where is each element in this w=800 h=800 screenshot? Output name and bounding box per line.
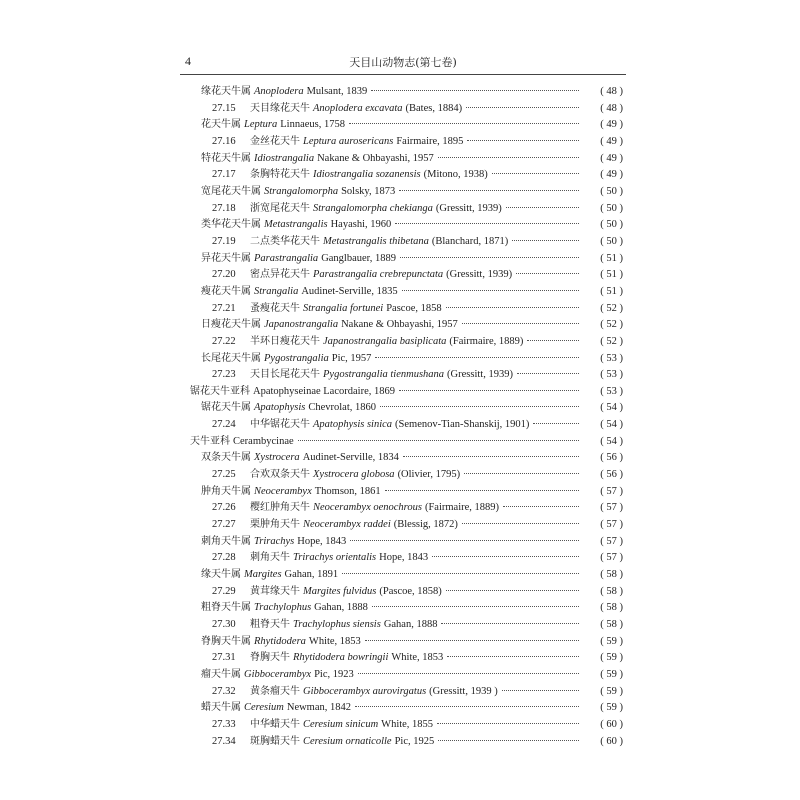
page-ref: ( 58 ) <box>600 602 623 614</box>
dot-leader <box>371 90 579 91</box>
latin-name: Neocerambyx <box>254 485 312 497</box>
dot-leader <box>466 107 579 108</box>
chinese-name: 密点异花天牛 <box>250 269 310 281</box>
author: (Fairmaire, 1889) <box>424 502 500 514</box>
dot-leader <box>527 340 579 341</box>
toc-genus-entry[interactable] <box>180 282 623 299</box>
latin-name: Xystrocera <box>254 452 300 464</box>
chinese-name: 花天牛属 <box>201 119 241 131</box>
page-ref: ( 60 ) <box>600 735 623 747</box>
toc-species-entry[interactable] <box>180 648 623 665</box>
chinese-name: 缘花天牛属 <box>201 86 251 97</box>
author: Hope, 1843 <box>379 552 429 564</box>
page-ref: ( 51 ) <box>600 285 623 297</box>
toc-genus-entry[interactable] <box>180 215 623 232</box>
page-ref: ( 50 ) <box>600 185 623 197</box>
chinese-name: 缘天牛属 <box>201 569 241 581</box>
author: Pascoe, 1858 <box>386 302 442 314</box>
entry-number: 27.19 <box>212 235 236 247</box>
chinese-name: 粗脊天牛属 <box>201 602 251 614</box>
author: Linnaeus, 1758 <box>280 119 346 131</box>
author: (Gressitt, 1939) <box>446 269 513 281</box>
author: Audinet-Serville, 1834 <box>302 452 399 464</box>
chinese-name: 脊胸天牛 <box>250 652 290 664</box>
author: (Fairmaire, 1889) <box>449 335 524 347</box>
toc-species-entry[interactable] <box>180 615 623 632</box>
running-header <box>180 52 626 72</box>
toc-genus-entry[interactable] <box>180 665 623 682</box>
toc-species-entry[interactable] <box>180 299 623 316</box>
page-ref: ( 53 ) <box>600 352 623 364</box>
chinese-name: 类华花天牛属 <box>201 219 261 231</box>
dot-leader <box>380 406 579 407</box>
dot-leader <box>350 540 579 541</box>
entry-number: 27.29 <box>212 585 236 597</box>
page-ref: ( 52 ) <box>600 319 623 331</box>
latin-name: Ceresium <box>244 702 284 714</box>
toc-species-entry[interactable] <box>180 498 623 515</box>
page-ref: ( 52 ) <box>600 335 623 347</box>
author: Apatophyseinae Lacordaire, 1869 <box>253 385 395 397</box>
latin-name: Ceresium sinicum <box>303 718 379 730</box>
toc-species-entry[interactable] <box>180 365 623 382</box>
chinese-name: 瘤天牛属 <box>201 668 241 680</box>
toc-genus-entry[interactable] <box>180 115 623 132</box>
toc-genus-entry[interactable] <box>180 249 623 266</box>
chinese-name: 二点类华花天牛 <box>250 235 320 247</box>
entry-number: 27.22 <box>212 335 236 347</box>
chinese-name: 长尾花天牛属 <box>201 352 261 364</box>
toc-species-entry[interactable] <box>180 415 623 432</box>
chinese-name: 异花天牛属 <box>201 252 251 264</box>
dot-leader <box>462 323 579 324</box>
dot-leader <box>349 123 579 124</box>
page-ref: ( 54 ) <box>600 419 623 431</box>
page-ref: ( 53 ) <box>600 369 623 381</box>
author: White, 1853 <box>391 652 444 664</box>
author: (Blanchard, 1871) <box>431 235 509 247</box>
entry-number: 27.20 <box>212 269 236 281</box>
page-ref: ( 58 ) <box>600 619 623 630</box>
latin-name: Gibbocerambyx <box>244 668 312 680</box>
chinese-name: 双条天牛属 <box>201 452 251 464</box>
toc-genus-entry[interactable] <box>180 598 623 615</box>
page-ref: ( 49 ) <box>600 119 623 131</box>
author: Thomson, 1861 <box>314 485 381 497</box>
entry-number: 27.34 <box>212 735 236 747</box>
latin-name: Margites fulvidus <box>303 585 377 597</box>
toc-genus-entry[interactable] <box>180 315 623 332</box>
toc-species-entry[interactable] <box>180 682 623 699</box>
page-ref: ( 49 ) <box>600 135 623 147</box>
toc-species-entry[interactable] <box>180 132 623 149</box>
author: (Gressitt, 1939) <box>447 369 513 381</box>
author: Chevrolat, 1860 <box>308 402 376 414</box>
chinese-name: 刺角天牛属 <box>201 535 251 547</box>
latin-name: Leptura aurosericans <box>303 135 394 147</box>
dot-leader <box>372 606 579 607</box>
page-ref: ( 51 ) <box>600 269 623 281</box>
page-ref: ( 52 ) <box>600 302 623 314</box>
chinese-name: 蚤瘦花天牛 <box>250 302 300 314</box>
toc-genus-entry[interactable] <box>180 398 623 415</box>
dot-leader <box>399 390 579 391</box>
author: Hope, 1843 <box>297 535 347 547</box>
entry-number: 27.27 <box>212 519 236 531</box>
latin-name: Strangalomorpha <box>264 185 339 197</box>
toc-species-entry[interactable] <box>180 515 623 532</box>
chinese-name: 天目缘花天牛 <box>250 102 310 114</box>
latin-name: Trirachys <box>254 535 295 547</box>
dot-leader <box>467 140 579 141</box>
entry-number: 27.24 <box>212 419 236 431</box>
latin-name: Trachylophus siensis <box>293 619 381 630</box>
dot-leader <box>358 673 579 674</box>
author: Solsky, 1873 <box>341 185 396 197</box>
chinese-name: 中华锯花天牛 <box>250 419 310 431</box>
latin-name: Japanostrangalia basiplicata <box>323 335 447 347</box>
page-ref: ( 50 ) <box>600 202 623 214</box>
latin-name: Neocerambyx raddei <box>303 519 391 531</box>
entry-number: 27.25 <box>212 469 236 481</box>
author: (Gressitt, 1939 ) <box>429 685 498 697</box>
toc-genus-entry[interactable] <box>180 349 623 366</box>
page-ref: ( 49 ) <box>600 152 623 164</box>
entry-number: 27.18 <box>212 202 236 214</box>
author: (Semenov-Tian-Shanskij, 1901) <box>395 419 530 431</box>
toc-genus-entry[interactable] <box>180 632 623 649</box>
toc-genus-entry[interactable] <box>180 82 623 99</box>
toc-species-entry[interactable] <box>180 232 623 249</box>
chinese-name: 黄条瘤天牛 <box>250 685 300 697</box>
dot-leader <box>503 506 579 507</box>
page-ref: ( 59 ) <box>600 652 623 664</box>
chinese-name: 脊胸天牛属 <box>201 635 251 647</box>
chinese-name: 半环日瘦花天牛 <box>250 335 320 347</box>
dot-leader <box>464 473 579 474</box>
dot-leader <box>375 357 579 358</box>
entry-number: 27.16 <box>212 135 236 147</box>
author: Nakane & Ohbayashi, 1957 <box>317 152 434 164</box>
page-ref: ( 57 ) <box>600 502 623 514</box>
toc-genus-entry[interactable] <box>180 448 623 465</box>
chinese-name: 天牛亚科 <box>190 435 230 447</box>
chinese-name: 日瘦花天牛属 <box>201 319 261 331</box>
entry-number: 27.26 <box>212 502 236 514</box>
latin-name: Strangalomorpha chekianga <box>313 202 433 214</box>
toc-genus-entry[interactable] <box>180 532 623 549</box>
page-ref: ( 58 ) <box>600 569 623 581</box>
entry-number: 27.31 <box>212 652 236 664</box>
dot-leader <box>438 157 579 158</box>
author: (Blessig, 1872) <box>393 519 458 531</box>
page-ref: ( 48 ) <box>600 102 623 114</box>
page-ref: ( 58 ) <box>600 585 623 597</box>
chinese-name: 黄茸缘天牛 <box>250 585 300 597</box>
page-ref: ( 57 ) <box>600 535 623 547</box>
toc-genus-entry[interactable] <box>180 182 623 199</box>
dot-leader <box>385 490 579 491</box>
chinese-name: 合欢双条天牛 <box>250 469 310 481</box>
author: (Pascoe, 1858) <box>379 585 442 597</box>
chinese-name: 条胸特花天牛 <box>250 169 310 181</box>
toc-species-entry[interactable] <box>180 732 623 749</box>
author: (Bates, 1884) <box>405 102 463 114</box>
chinese-name: 粗脊天牛 <box>250 619 290 630</box>
page-ref: ( 50 ) <box>600 219 623 231</box>
latin-name: Trachylophus <box>254 602 312 614</box>
author: Pic, 1923 <box>314 668 354 680</box>
dot-leader <box>492 173 579 174</box>
entry-number: 27.15 <box>212 102 236 114</box>
author: Hayashi, 1960 <box>330 219 392 231</box>
toc-genus-entry[interactable] <box>180 698 623 715</box>
dot-leader <box>447 656 579 657</box>
chinese-name: 浙宽尾花天牛 <box>250 202 310 214</box>
dot-leader <box>395 223 579 224</box>
author: Gahan, 1888 <box>314 602 368 614</box>
latin-name: Gibbocerambyx aurovirgatus <box>303 685 427 697</box>
latin-name: Apatophysis sinica <box>313 419 393 431</box>
chinese-name: 斑胸蜡天牛 <box>250 735 300 747</box>
entry-number: 27.17 <box>212 169 236 181</box>
chinese-name: 宽尾花天牛属 <box>201 185 261 197</box>
page-ref: ( 54 ) <box>600 402 623 414</box>
author: Mulsant, 1839 <box>306 86 368 97</box>
author: Nakane & Ohbayashi, 1957 <box>341 319 458 331</box>
chinese-name: 特花天牛属 <box>201 152 251 164</box>
header-rule <box>180 74 626 75</box>
dot-leader <box>403 456 579 457</box>
dot-leader <box>441 623 579 624</box>
toc-species-entry[interactable] <box>180 265 623 282</box>
toc-species-entry[interactable] <box>180 99 623 116</box>
author: Newman, 1842 <box>286 702 352 714</box>
page-ref: ( 57 ) <box>600 519 623 531</box>
entry-number: 27.32 <box>212 685 236 697</box>
toc-species-entry[interactable] <box>180 165 623 182</box>
dot-leader <box>432 556 579 557</box>
latin-name: Rhytidodera <box>254 635 306 647</box>
latin-name: Strangalia fortunei <box>303 302 384 314</box>
page-ref: ( 50 ) <box>600 235 623 247</box>
dot-leader <box>365 640 579 641</box>
author: Ganglbauer, 1889 <box>321 252 396 264</box>
dot-leader <box>342 573 579 574</box>
page-ref: ( 51 ) <box>600 252 623 264</box>
dot-leader <box>533 423 579 424</box>
latin-name: Rhytidodera bowringii <box>293 652 389 664</box>
latin-name: Metastrangalis thibetana <box>323 235 429 247</box>
page-ref: ( 57 ) <box>600 552 623 564</box>
dot-leader <box>437 723 579 724</box>
latin-name: Xystrocera globosa <box>313 469 395 481</box>
dot-leader <box>446 590 579 591</box>
dot-leader <box>400 257 579 258</box>
author: Gahan, 1891 <box>284 569 339 581</box>
latin-name: Strangalia <box>254 285 299 297</box>
dot-leader <box>502 690 579 691</box>
running-title: 天目山动物志(第七卷) <box>349 56 457 69</box>
toc-subfamily-entry[interactable] <box>180 432 623 449</box>
author: Audinet-Serville, 1835 <box>301 285 398 297</box>
dot-leader <box>517 373 579 374</box>
latin-name: Neocerambyx oenochrous <box>313 502 422 514</box>
chinese-name: 刺角天牛 <box>250 552 290 564</box>
chinese-name: 锯花天牛亚科 <box>190 385 250 397</box>
author: Fairmaire, 1895 <box>396 135 464 147</box>
latin-name: Pygostrangalia <box>264 352 329 364</box>
chinese-name: 锯花天牛属 <box>201 402 251 414</box>
dot-leader <box>399 190 579 191</box>
page-ref: ( 53 ) <box>600 385 623 397</box>
page-ref: ( 57 ) <box>600 485 623 497</box>
page-ref: ( 59 ) <box>600 668 623 680</box>
dot-leader <box>516 273 579 274</box>
author: Gahan, 1888 <box>383 619 438 630</box>
entry-number: 27.30 <box>212 619 236 630</box>
page-ref: ( 49 ) <box>600 169 623 181</box>
chinese-name: 天目长尾花天牛 <box>250 369 320 381</box>
dot-leader <box>402 290 579 291</box>
latin-name: Idiostrangalia <box>254 152 315 164</box>
entry-number: 27.28 <box>212 552 236 564</box>
author: Cerambycinae <box>233 435 294 447</box>
page-ref: ( 56 ) <box>600 469 623 481</box>
chinese-name: 樱红肿角天牛 <box>250 502 310 514</box>
toc-species-entry[interactable] <box>180 465 623 482</box>
toc-species-entry[interactable] <box>180 715 623 732</box>
latin-name: Margites <box>244 569 282 581</box>
author: White, 1855 <box>381 718 434 730</box>
entry-number: 27.33 <box>212 718 236 730</box>
latin-name: Parastrangalia crebrepunctata <box>313 269 444 281</box>
latin-name: Parastrangalia <box>254 252 319 264</box>
dot-leader <box>512 240 579 241</box>
chinese-name: 中华蜡天牛 <box>250 718 300 730</box>
dot-leader <box>446 307 579 308</box>
author: (Gressitt, 1939) <box>435 202 502 214</box>
latin-name: Metastrangalis <box>264 219 328 231</box>
chinese-name: 蜡天牛属 <box>201 702 241 714</box>
latin-name: Trirachys orientalis <box>293 552 377 564</box>
page-ref: ( 59 ) <box>600 702 623 714</box>
author: (Olivier, 1795) <box>397 469 461 481</box>
page-ref: ( 59 ) <box>600 635 623 647</box>
toc-genus-entry[interactable] <box>180 482 623 499</box>
latin-name: Ceresium ornaticolle <box>303 735 392 747</box>
author: (Mitono, 1938) <box>423 169 488 181</box>
toc-subfamily-entry[interactable] <box>180 382 623 399</box>
author: White, 1853 <box>308 635 361 647</box>
toc-genus-entry[interactable] <box>180 565 623 582</box>
toc-species-entry[interactable] <box>180 332 623 349</box>
latin-name: Japanostrangalia <box>264 319 339 331</box>
latin-name: Leptura <box>244 119 278 131</box>
author: Pic, 1925 <box>394 735 435 747</box>
table-of-contents <box>180 82 623 748</box>
page-ref: ( 54 ) <box>600 435 623 447</box>
chinese-name: 栗肿角天牛 <box>250 519 300 531</box>
toc-species-entry[interactable] <box>180 548 623 565</box>
entry-number: 27.23 <box>212 369 236 381</box>
toc-species-entry[interactable] <box>180 199 623 216</box>
latin-name: Anoplodera excavata <box>313 102 403 114</box>
toc-species-entry[interactable] <box>180 582 623 599</box>
author: Pic, 1957 <box>331 352 372 364</box>
dot-leader <box>438 740 579 741</box>
entry-number: 27.21 <box>212 302 236 314</box>
page-number: 4 <box>185 54 191 68</box>
chinese-name: 金丝花天牛 <box>250 135 300 147</box>
chinese-name: 瘦花天牛属 <box>201 285 251 297</box>
dot-leader <box>298 440 579 441</box>
chinese-name: 肿角天牛属 <box>201 485 251 497</box>
page-ref: ( 59 ) <box>600 685 623 697</box>
latin-name: Idiostrangalia sozanensis <box>313 169 421 181</box>
page-ref: ( 56 ) <box>600 452 623 464</box>
toc-genus-entry[interactable] <box>180 149 623 166</box>
latin-name: Apatophysis <box>254 402 306 414</box>
page-ref: ( 48 ) <box>600 86 623 97</box>
page-ref: ( 60 ) <box>600 718 623 730</box>
dot-leader <box>462 523 579 524</box>
dot-leader <box>506 207 579 208</box>
dot-leader <box>355 706 579 707</box>
latin-name: Pygostrangalia tienmushana <box>323 369 445 381</box>
latin-name: Anoplodera <box>254 86 304 97</box>
